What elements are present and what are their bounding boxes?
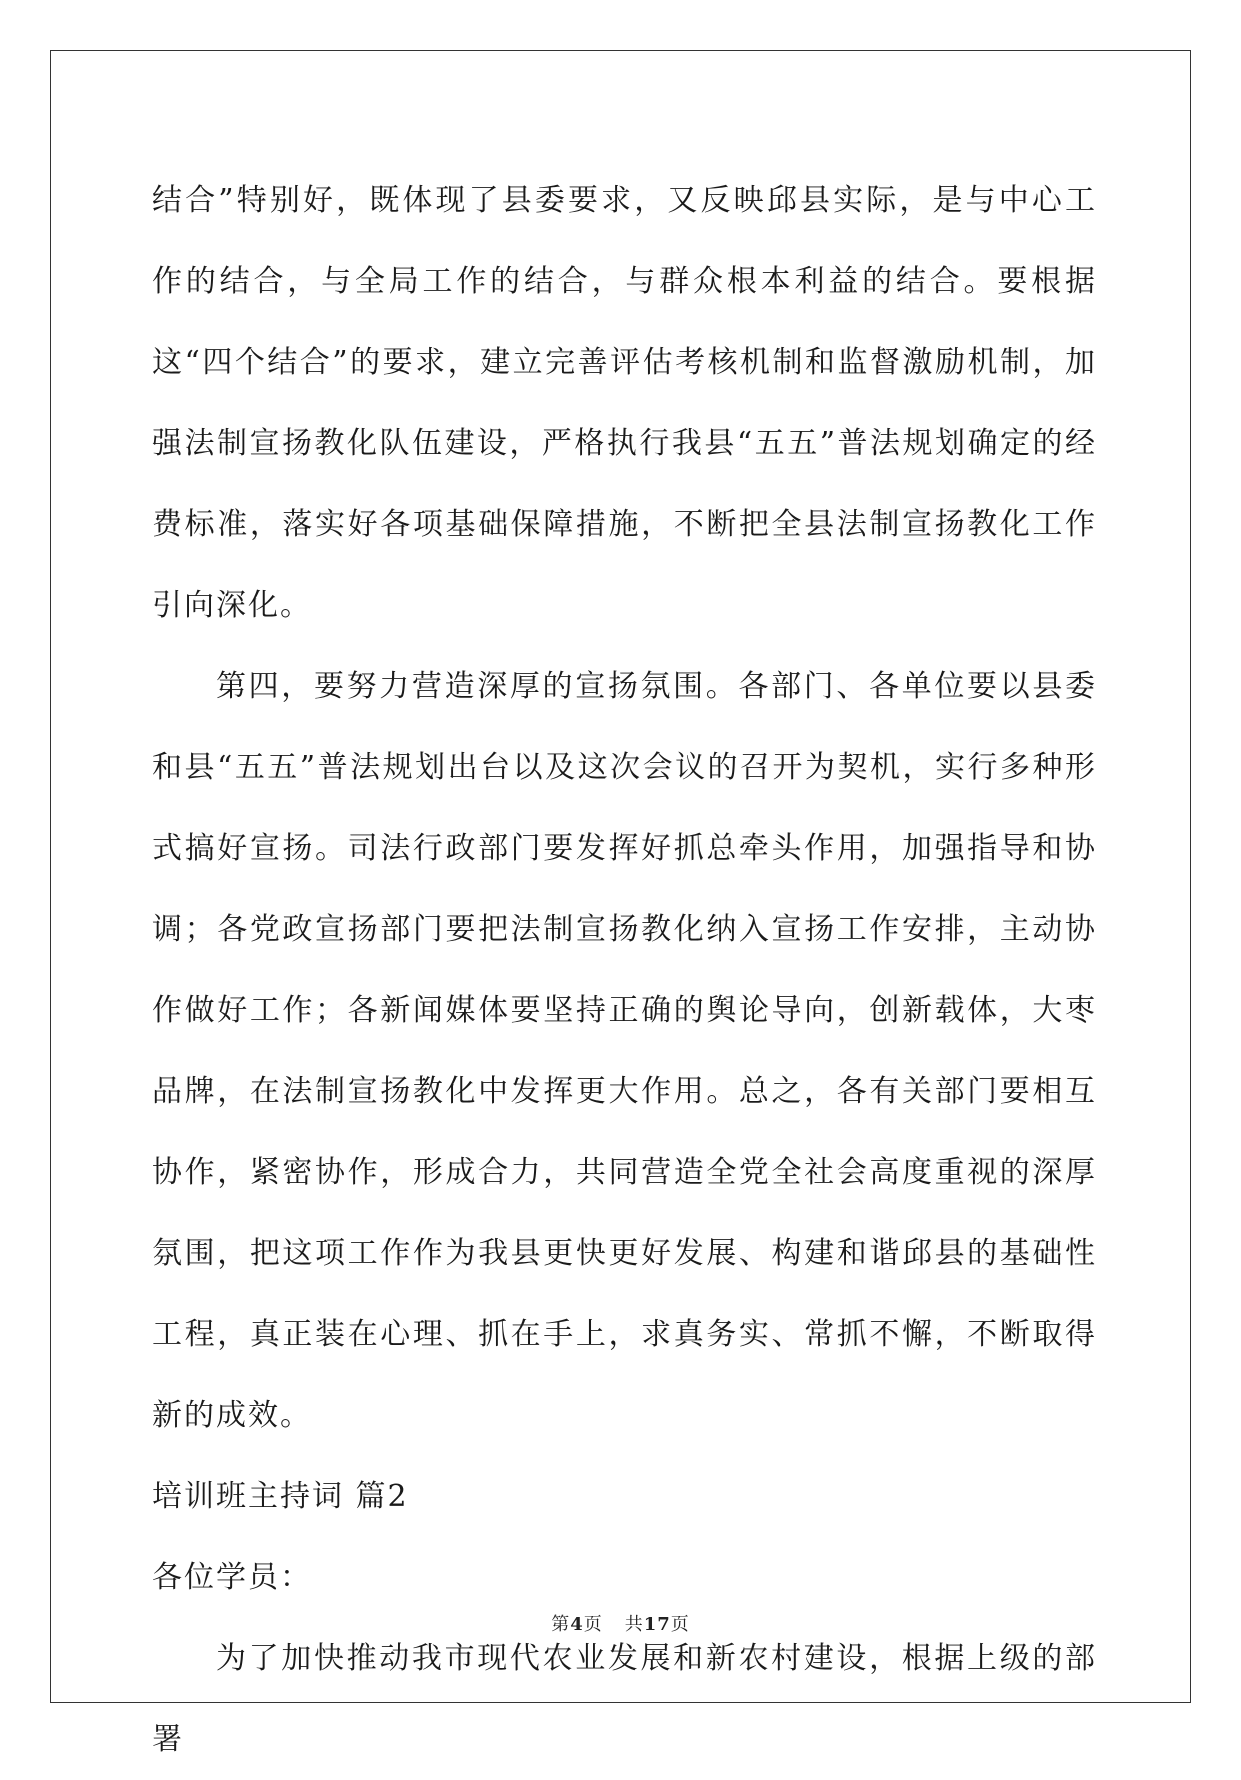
page-footer <box>0 1610 1241 1636</box>
footer-page-prefix: 第 <box>551 1614 571 1635</box>
footer-total-pages: 17 <box>643 1614 671 1635</box>
paragraph-fourth-point: 第四，要努力营造深厚的宣扬氛围。各部门、各单位要以县委和县“五五”普法规划出台以及这次会议的召开为契机，实行多种形式搞好宣扬。司法行政部门要发挥好抓总牵头作用，加强指导和协调；各党政宣扬部门要把法制宣扬教化纳入宣扬工作安排，主动协作做好工作；各新闻媒体要坚持正确的舆论导向，创新载体，大枣品牌，在法制宣扬教化中发挥更大作用。总之，各有关部门要相互协作，紧密协作，形成合力，共同营造全党全社会高度重视的深厚氛围，把这项工作作为我县更快更好发展、构建和谐邱县的基础性工程，真正装在心理、抓在手上，求真务实、常抓不懈，不断取得新的成效。 <box>152 669 1097 1433</box>
footer-page-suffix: 页 <box>583 1614 603 1635</box>
paragraph-continuation: 结合”特别好，既体现了县委要求，又反映邱县实际，是与中心工作的结合，与全局工作的结合，与群众根本利益的结合。要根据这“四个结合”的要求，建立完善评估考核机制和监督激励机制，加强法制宣扬教化队伍建设，严格执行我县“五五”普法规划确定的经费标准，落实好各项基础保障措施，不断把全县法制宣扬教化工作引向深化。 <box>152 183 1097 623</box>
footer-total-prefix: 共 <box>624 1614 644 1635</box>
footer-page-number: 4 <box>570 1614 584 1635</box>
document-body <box>152 160 1097 1780</box>
paragraph-opening: 为了加快推动我市现代农业发展和新农村建设，根据上级的部署 <box>152 1641 1097 1757</box>
section-heading: 培训班主持词 篇2 <box>152 1479 409 1514</box>
greeting-line: 各位学员： <box>152 1560 312 1595</box>
footer-total-suffix: 页 <box>670 1614 690 1635</box>
